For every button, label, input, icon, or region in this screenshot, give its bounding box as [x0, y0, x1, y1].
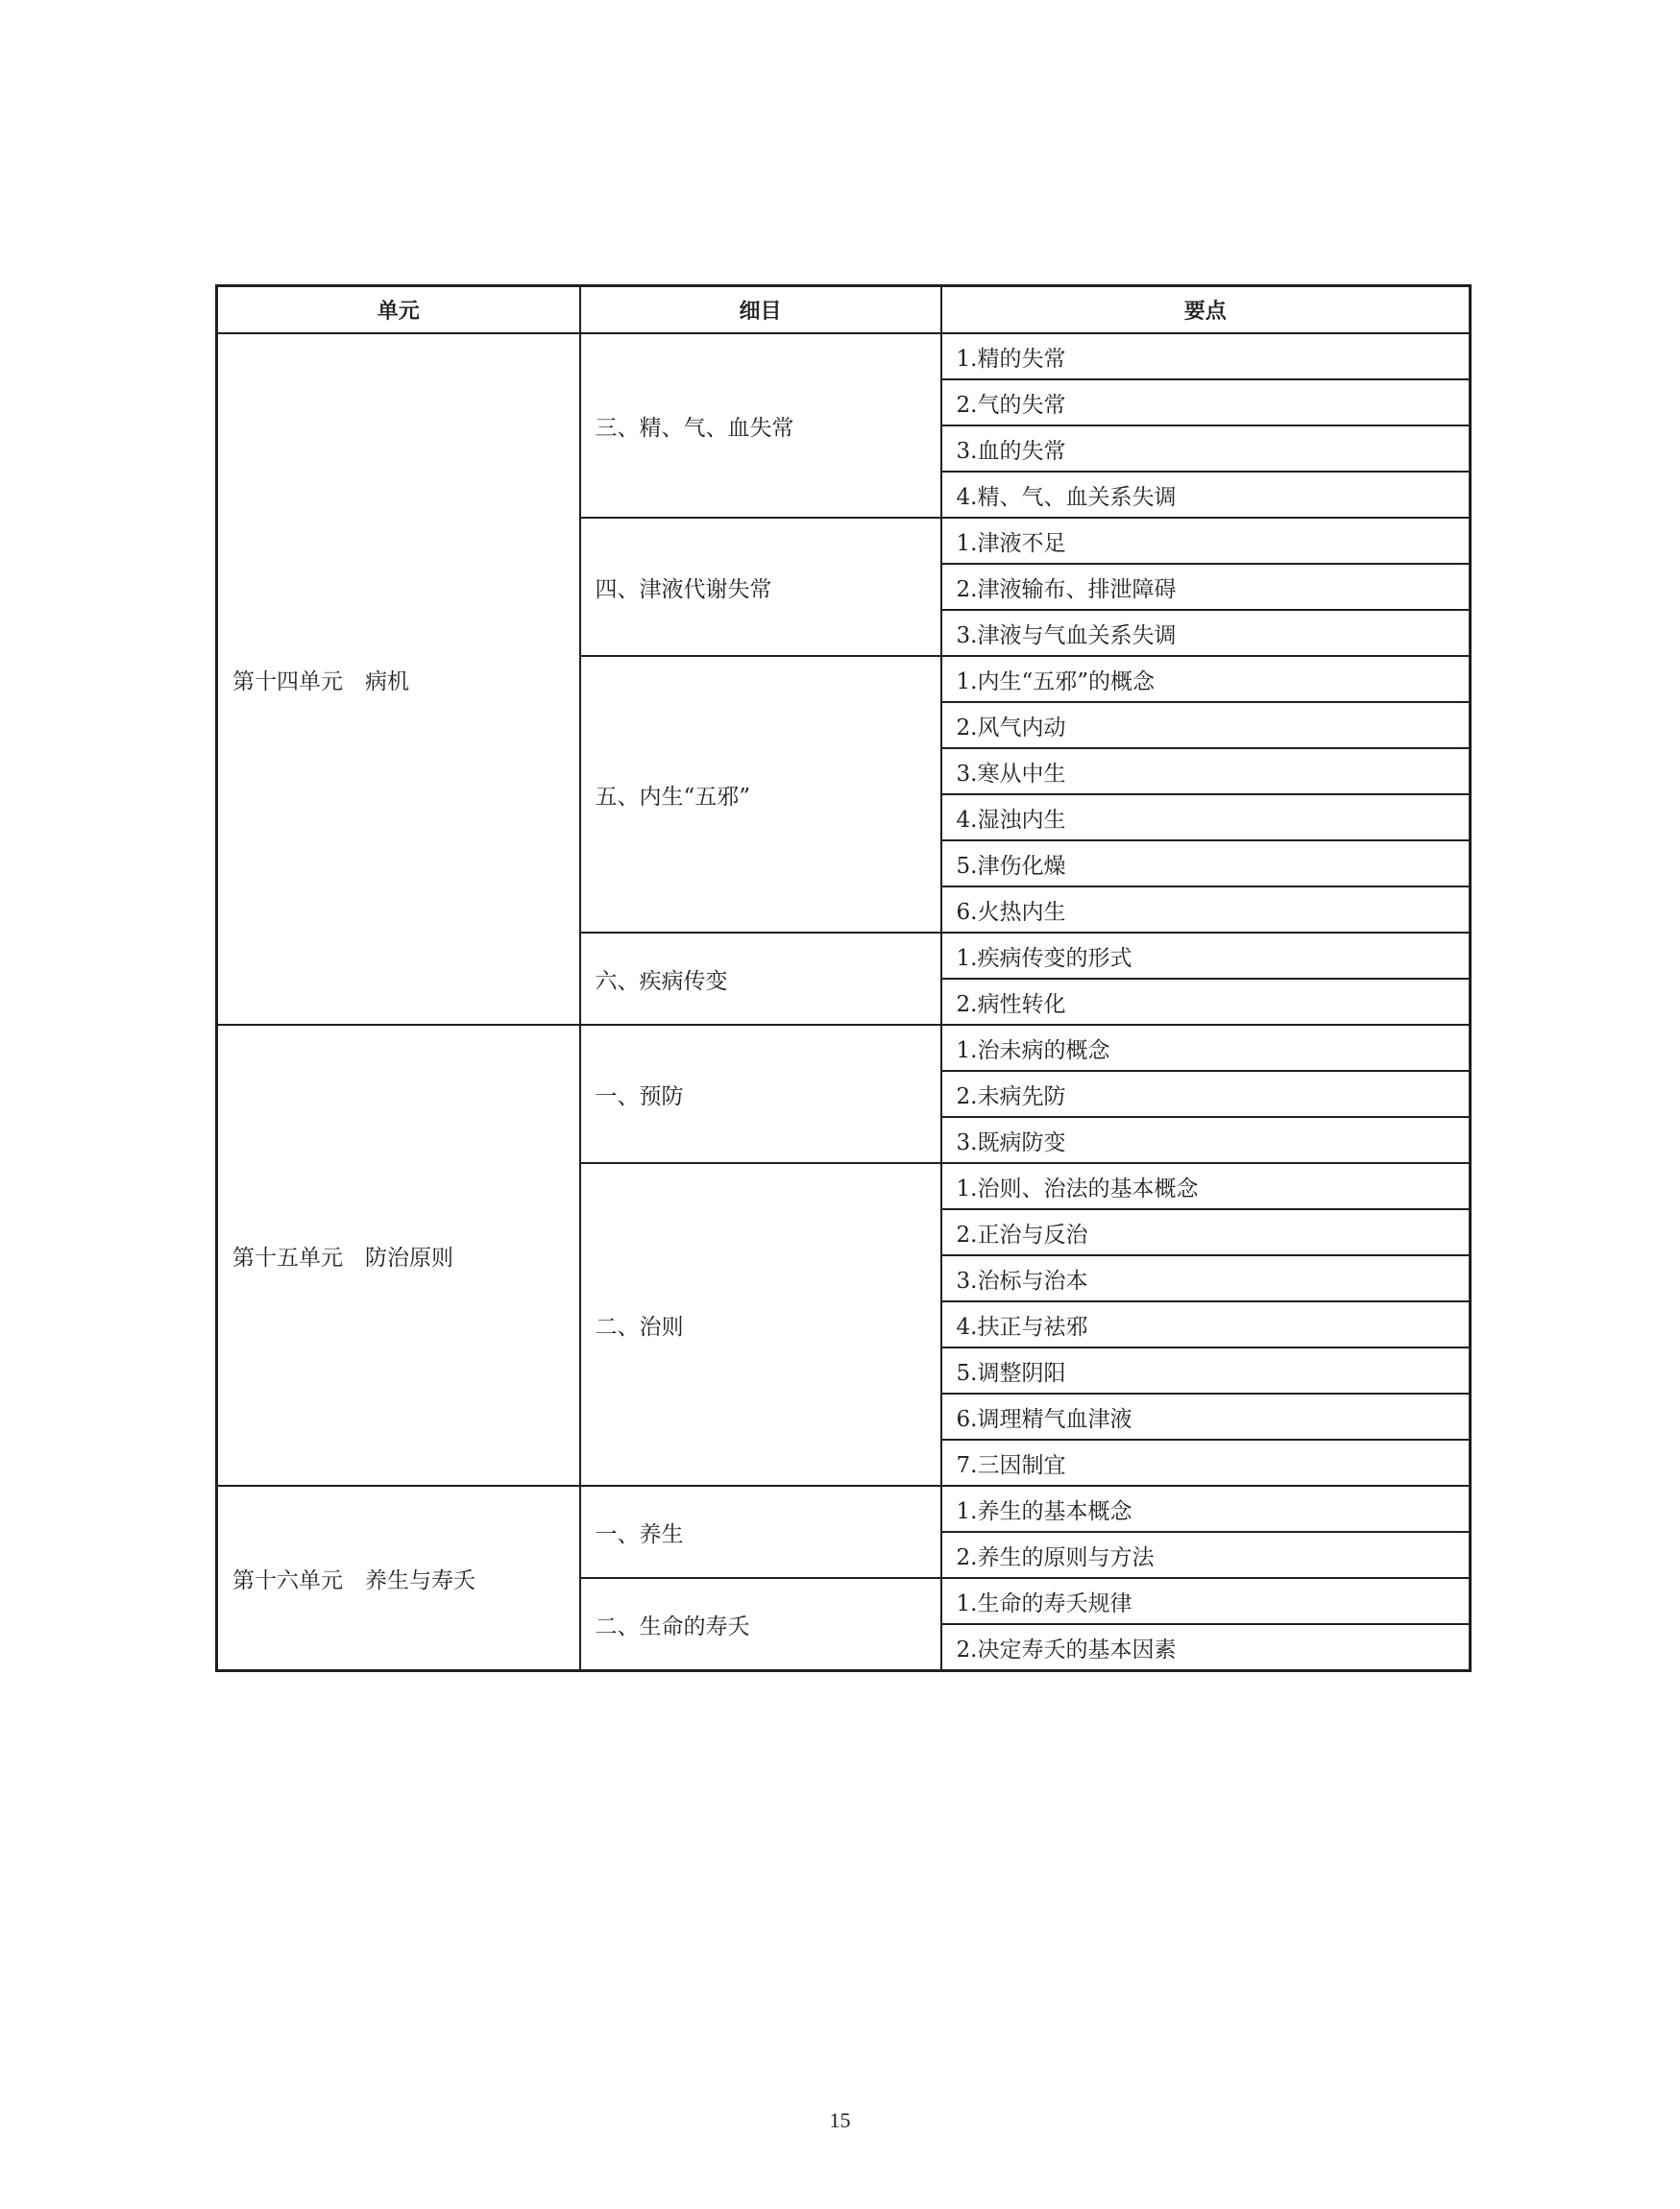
- point-cell: 3.治标与治本: [941, 1255, 1471, 1301]
- point-cell: 5.调整阴阳: [941, 1347, 1471, 1394]
- point-cell: 1.治则、治法的基本概念: [941, 1163, 1471, 1209]
- point-cell: 4.精、气、血关系失调: [941, 472, 1471, 518]
- table-row: [217, 1025, 1471, 1071]
- point-cell: 1.养生的基本概念: [941, 1486, 1471, 1532]
- point-cell: 2.气的失常: [941, 379, 1471, 425]
- table-row: [217, 333, 1471, 379]
- item-cell: 二、治则: [580, 1163, 941, 1486]
- point-cell: 1.疾病传变的形式: [941, 933, 1471, 979]
- unit-cell: 第十六单元 养生与寿夭: [217, 1486, 580, 1671]
- point-cell: 3.寒从中生: [941, 748, 1471, 794]
- point-cell: 4.扶正与祛邪: [941, 1301, 1471, 1347]
- point-cell: 1.治未病的概念: [941, 1025, 1471, 1071]
- item-cell: 四、津液代谢失常: [580, 518, 941, 656]
- unit-cell: 第十四单元 病机: [217, 333, 580, 1025]
- point-cell: 1.精的失常: [941, 333, 1471, 379]
- point-cell: 4.湿浊内生: [941, 794, 1471, 840]
- item-cell: 一、养生: [580, 1486, 941, 1578]
- item-cell: 六、疾病传变: [580, 933, 941, 1025]
- point-cell: 2.养生的原则与方法: [941, 1532, 1471, 1578]
- item-cell: 五、内生“五邪”: [580, 656, 941, 933]
- point-cell: 1.内生“五邪”的概念: [941, 656, 1471, 702]
- point-cell: 6.火热内生: [941, 886, 1471, 933]
- header-unit: 单元: [217, 286, 580, 334]
- header-item: 细目: [580, 286, 941, 334]
- page-number: 15: [829, 2108, 851, 2132]
- point-cell: 3.既病防变: [941, 1117, 1471, 1163]
- table-row: [217, 1486, 1471, 1532]
- point-cell: 1.津液不足: [941, 518, 1471, 564]
- item-cell: 三、精、气、血失常: [580, 333, 941, 518]
- header-point: 要点: [941, 286, 1471, 334]
- point-cell: 6.调理精气血津液: [941, 1394, 1471, 1440]
- point-cell: 2.未病先防: [941, 1071, 1471, 1117]
- point-cell: 2.病性转化: [941, 979, 1471, 1025]
- table-header-row: [217, 286, 1471, 334]
- point-cell: 7.三因制宜: [941, 1440, 1471, 1486]
- item-cell: 一、预防: [580, 1025, 941, 1163]
- point-cell: 1.生命的寿夭规律: [941, 1578, 1471, 1624]
- point-cell: 2.风气内动: [941, 702, 1471, 748]
- point-cell: 2.正治与反治: [941, 1209, 1471, 1255]
- point-cell: 2.津液输布、排泄障碍: [941, 564, 1471, 610]
- syllabus-table: [215, 284, 1472, 1672]
- point-cell: 3.津液与气血关系失调: [941, 610, 1471, 656]
- point-cell: 3.血的失常: [941, 425, 1471, 472]
- item-cell: 二、生命的寿夭: [580, 1578, 941, 1671]
- point-cell: 2.决定寿夭的基本因素: [941, 1624, 1471, 1671]
- point-cell: 5.津伤化燥: [941, 840, 1471, 886]
- unit-cell: 第十五单元 防治原则: [217, 1025, 580, 1486]
